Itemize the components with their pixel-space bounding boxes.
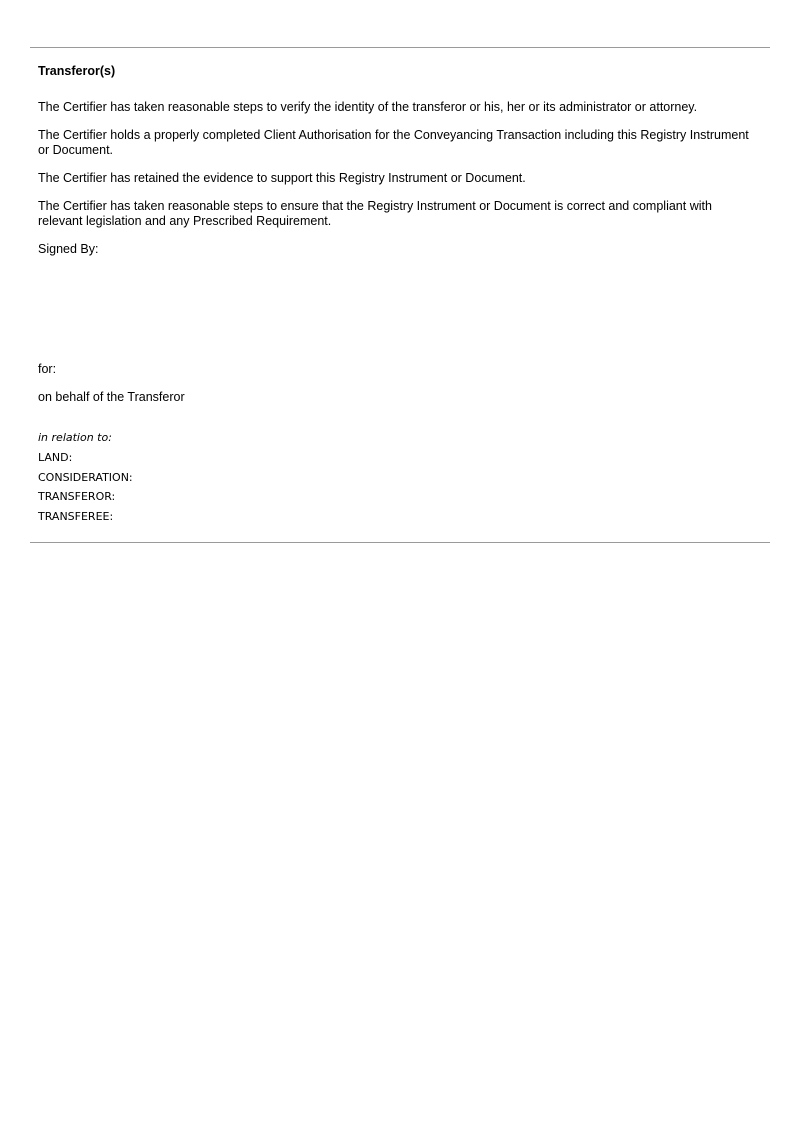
- on-behalf-text: on behalf of the Transferor: [38, 390, 185, 404]
- transferor-field-label: TRANSFEROR:: [38, 490, 116, 503]
- statement-compliance: The Certifier has taken reasonable steps to ensure that the Registry Instrument or Document is correct and compliant with relevant legislation and any Prescribed Requirement.: [38, 199, 712, 228]
- top-divider: [30, 47, 770, 48]
- section-heading: Transferor(s): [38, 64, 116, 78]
- for-label: for:: [38, 362, 57, 376]
- statement-evidence: The Certifier has retained the evidence to support this Registry Instrument or Document.: [38, 171, 526, 185]
- statement-identity: The Certifier has taken reasonable steps to verify the identity of the transferor or his, her or its administrator or attorney.: [38, 100, 698, 114]
- transferee-field-label: TRANSFEREE:: [38, 510, 114, 523]
- relation-heading: in relation to:: [38, 431, 112, 444]
- consideration-field-label: CONSIDERATION:: [38, 471, 133, 484]
- signed-by-label: Signed By:: [38, 242, 99, 256]
- land-field-label: LAND:: [38, 451, 73, 464]
- bottom-divider: [30, 542, 770, 543]
- statement-client-authorisation: The Certifier holds a properly completed Client Authorisation for the Conveyancing Transaction including this Registry Instrument or Document.: [38, 128, 749, 157]
